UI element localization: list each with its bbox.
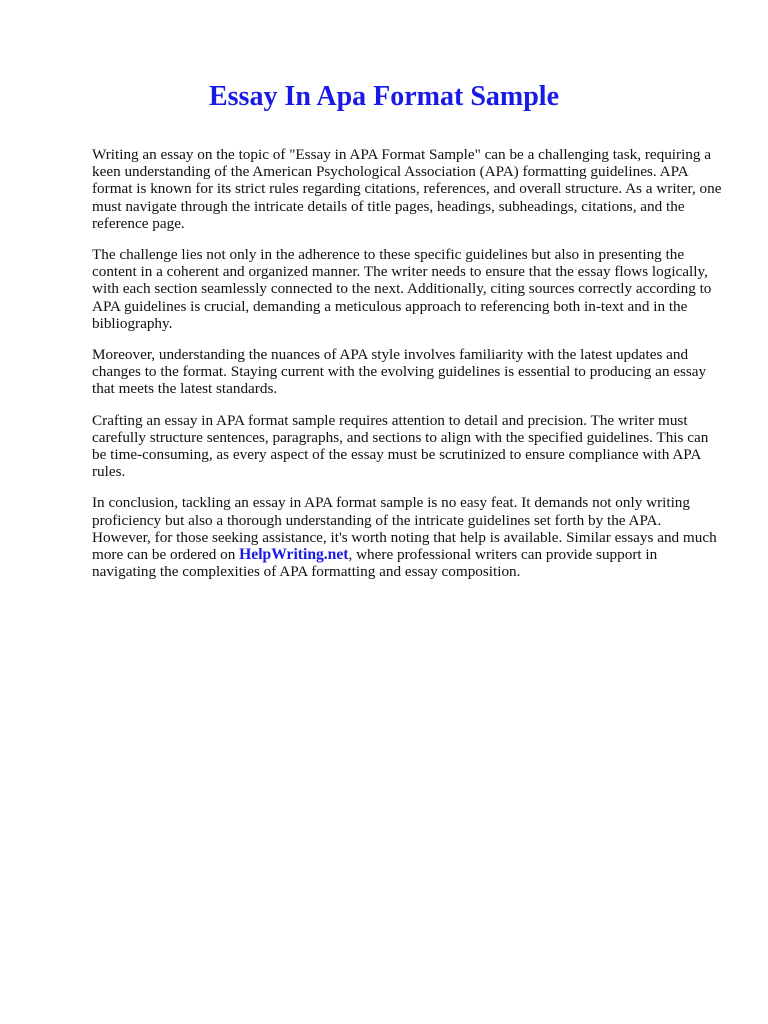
helpwriting-link[interactable]: HelpWriting.net (239, 546, 349, 564)
paragraph-intro: Writing an essay on the topic of "Essay in APA Format Sample" can be a challenging task, requiring a keen understanding of the American Psychological Association (APA) formatting guidelines. APA format is known for its strict rules regarding citations, references, and overall structure. As a writer, one must navigate through the intricate details of title pages, headings, subheadings, citations, and the reference page. (92, 146, 722, 232)
document-body (92, 146, 722, 594)
conclusion-text-after-link: , where professional writers can provide support in navigating the complexities of APA formatting and essay composition. (92, 546, 658, 581)
paragraph-conclusion (92, 494, 722, 580)
conclusion-text-before-link: In conclusion, tackling an essay in APA format sample is no easy feat. It demands not only writing proficiency but also a thorough understanding of the intricate guidelines set forth by the APA. However, for those seeking assistance, it's worth noting that help is available. Similar essays and much more can be ordered on (92, 494, 717, 564)
document-title: Essay In Apa Format Sample (208, 81, 560, 112)
paragraph-crafting: Crafting an essay in APA format sample requires attention to detail and precision. The writer must carefully structure sentences, paragraphs, and sections to align with the specified guidelines. This can be time-consuming, as every aspect of the essay must be scrutinized to ensure compliance with APA rules. (92, 411, 709, 481)
paragraph-challenge: The challenge lies not only in the adherence to these specific guidelines but also in presenting the content in a coherent and organized manner. The writer needs to ensure that the essay flows logically, with each section seamlessly connected to the next. Additionally, citing sources correctly according to APA guidelines is crucial, demanding a meticulous approach to referencing both in-text and in the bibliography. (92, 246, 712, 332)
paragraph-nuances: Moreover, understanding the nuances of APA style involves familiarity with the latest updates and changes to the format. Staying current with the evolving guidelines is essential to producing an essay that meets the latest standards. (92, 346, 707, 398)
